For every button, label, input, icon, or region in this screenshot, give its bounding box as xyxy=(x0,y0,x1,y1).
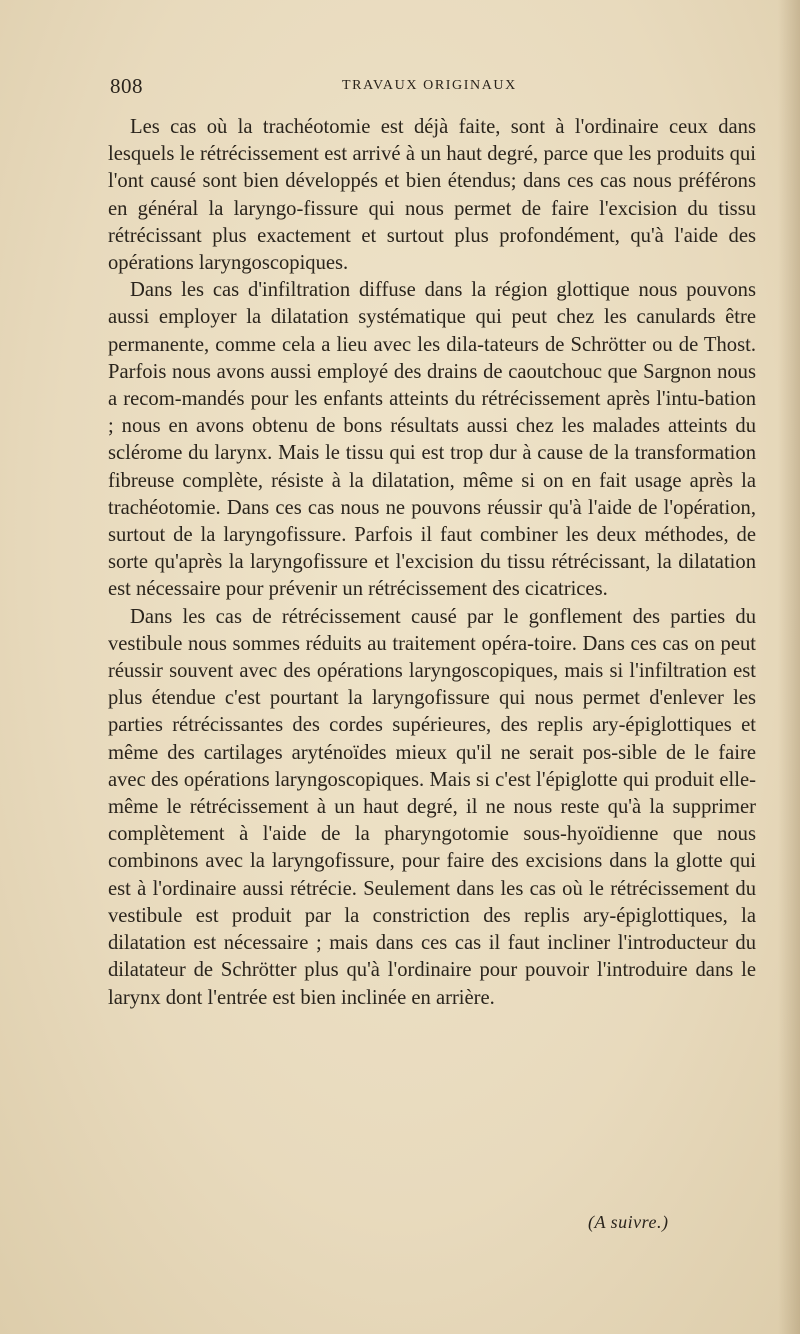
running-title: TRAVAUX ORIGINAUX xyxy=(342,78,517,93)
page-number: 808 xyxy=(110,74,143,98)
running-head xyxy=(110,74,760,98)
paragraph: Les cas où la trachéotomie est déjà faite, sont à l'ordinaire ceux dans lesquels le rétrécissement est arrivé à un haut degré, parce que les produits qui l'ont causé sont bien développés et bien étendus; dans ces cas nous préférons en général la laryngo-fissure qui nous permet de faire l'excision du tissu rétrécissant plus exactement et surtout plus profondément, qu'à l'aide des opérations laryngoscopiques. xyxy=(108,116,756,275)
to-be-continued-note: (A suivre.) xyxy=(588,1212,669,1232)
paragraph: Dans les cas d'infiltration diffuse dans la région glottique nous pouvons aussi employer la dilatation systématique qui peut chez les canulards être permanente, comme cela a lieu avec les dila-tateurs de Schrötter ou de Thost. Parfois nous avons aussi employé des drains de caoutchouc que Sargnon nous a recom-mandés pour les enfants atteints du rétrécissement après l'intu-bation ; nous en avons obtenu de bons résultats aussi chez les malades atteints du sclérome du larynx. Mais le tissu qui est trop dur à cause de la transformation fibreuse complète, résiste à la dilatation, même si on en fait usage après la trachéotomie. Dans ces cas nous ne pouvons réussir qu'à l'aide de l'opération, surtout de la laryngofissure. Parfois il faut combiner les deux méthodes, de sorte qu'après la laryngofissure et l'excision du tissu rétrécissant, la dilatation est nécessaire pour prévenir un rétrécissement des cicatrices. xyxy=(108,279,756,601)
article-body xyxy=(108,114,756,1012)
paragraph: Dans les cas de rétrécissement causé par le gonflement des parties du vestibule nous sommes réduits au traitement opéra-toire. Dans ces cas on peut réussir souvent avec des opérations laryngoscopiques, mais si l'infiltration est plus étendue c'est pourtant la laryngofissure qui nous permet d'enlever les parties rétrécissantes des cordes supérieures, des replis ary-épiglottiques et même des cartilages aryténoïdes mieux qu'il ne serait pos-sible de le faire avec des opérations laryngoscopiques. Mais si c'est l'épiglotte qui produit elle-même le rétrécissement à un haut degré, il ne nous reste qu'à la supprimer complètement à l'aide de la pharyngotomie sous-hyoïdienne que nous combinons avec la laryngofissure, pour faire des excisions dans la glotte qui est à l'ordinaire aussi rétrécie. Seulement dans les cas où le rétrécissement du vestibule est produit par la constriction des replis ary-épiglottiques, la dilatation est nécessaire ; mais dans ces cas il faut incliner l'introducteur du dilatateur de Schrötter plus qu'à l'ordinaire pour pouvoir l'introduire dans le larynx dont l'entrée est bien inclinée en arrière. xyxy=(108,605,756,1009)
